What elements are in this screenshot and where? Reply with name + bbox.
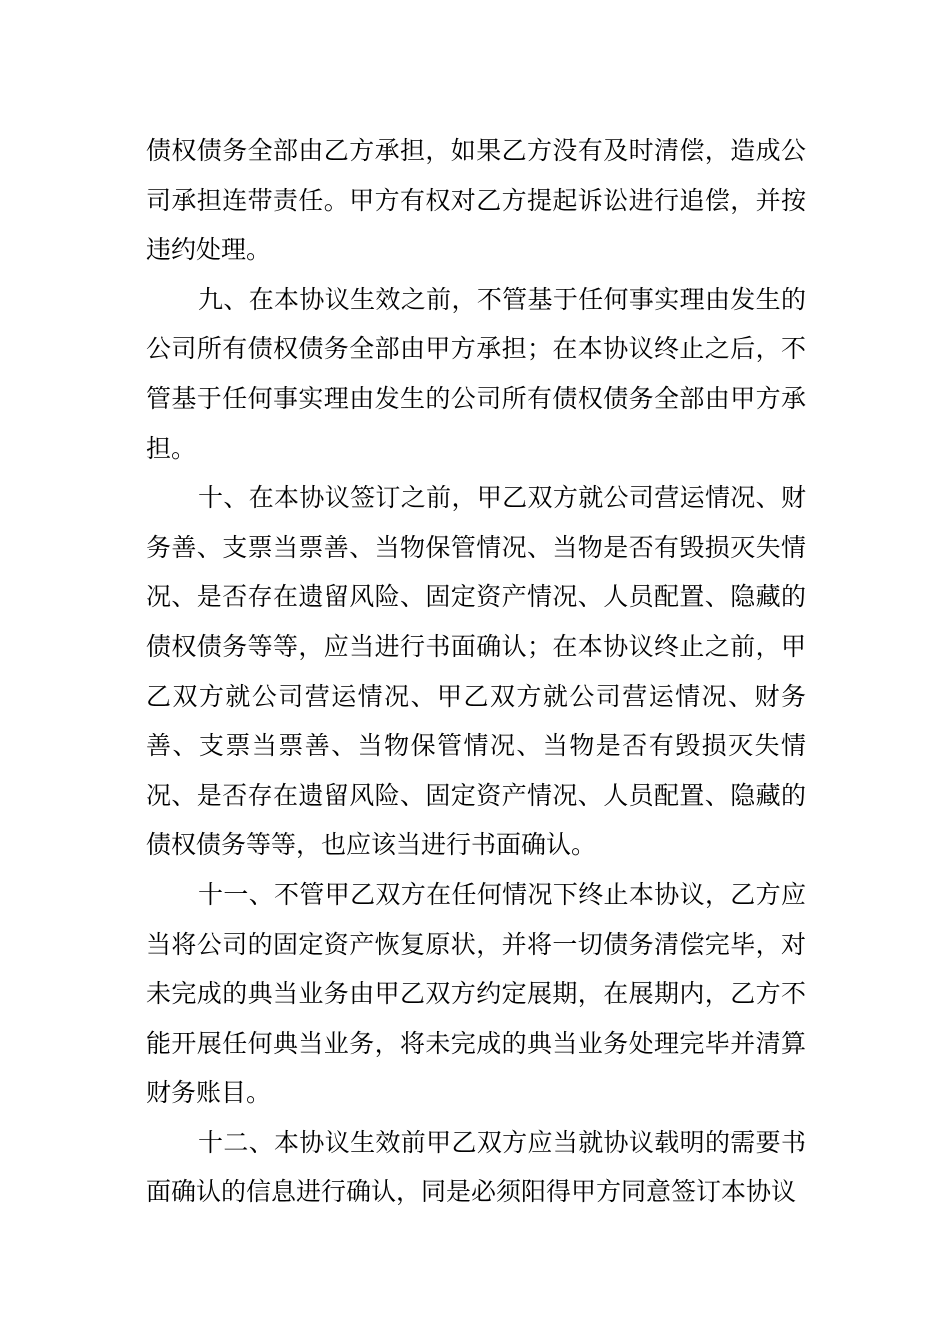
- paragraph-clause-10: 十、在本协议签订之前，甲乙双方就公司营运情况、财务善、支票当票善、当物保管情况、当物是否有毁损灭失情况、是否存在遗留风险、固定资产情况、人员配置、隐藏的债权债务等等，应当进行书面确认；在本协议终止之前，甲乙双方就公司营运情况、甲乙双方就公司营运情况、财务善、支票当票善、当物保管情况、当物是否有毁损灭失情况、是否存在遗留风险、固定资产情况、人员配置、隐藏的债权债务等等，也应该当进行书面确认。: [146, 483, 806, 860]
- paragraph-clause-11: 十一、不管甲乙双方在任何情况下终止本协议，乙方应当将公司的固定资产恢复原状，并将一切债务清偿完毕，对未完成的典当业务由甲乙双方约定展期，在展期内，乙方不能开展任何典当业务，将未完成的典当业务处理完毕并清算财务账目。: [146, 879, 806, 1108]
- paragraph-clause-12: 十二、本协议生效前甲乙双方应当就协议载明的需要书面确认的信息进行确认，同是必须阳得甲方同意签订本协议: [146, 1127, 806, 1207]
- paragraph-continued-clause: 债权债务全部由乙方承担，如果乙方没有及时清偿，造成公司承担连带责任。甲方有权对乙方提起诉讼进行追偿，并按违约处理。: [146, 136, 806, 265]
- paragraph-clause-9: 九、在本协议生效之前，不管基于任何事实理由发生的公司所有债权债务全部由甲方承担；在本协议终止之后，不管基于任何事实理由发生的公司所有债权债务全部由甲方承担。: [146, 284, 806, 463]
- document-body: [146, 126, 806, 1217]
